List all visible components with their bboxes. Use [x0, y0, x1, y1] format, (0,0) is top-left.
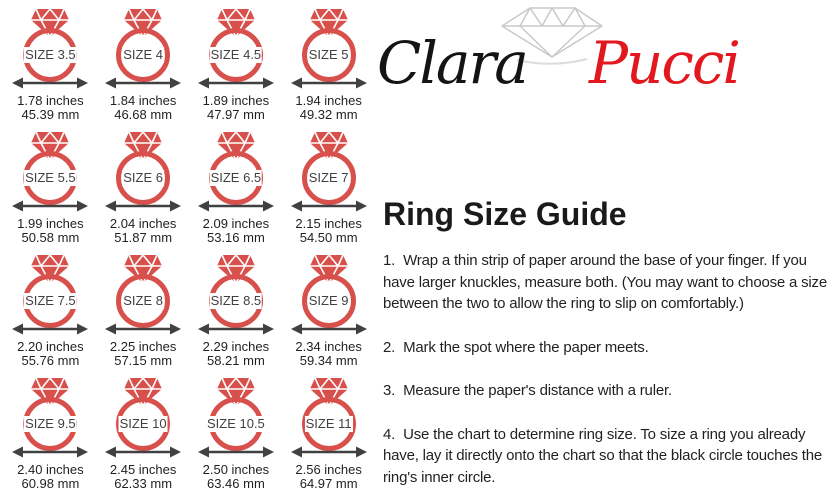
ring-size-label: SIZE 8.5 [210, 293, 262, 308]
ring-illustration [289, 374, 369, 462]
ring-measurements [110, 463, 177, 491]
ring-diameter-inches: 2.25 inches [109, 339, 177, 354]
step-2-text: Mark the spot where the paper meets. [403, 338, 649, 356]
ring-size-label: SIZE 9.5 [25, 416, 76, 431]
ring-size-label: SIZE 11 [305, 416, 352, 431]
step-4-text: Use the chart to determine ring size. To size a ring you already have, lay it directly onto the chart so that the black circle touches the ring's inner circle. [383, 425, 822, 486]
ring-measurements [295, 463, 362, 491]
ring-illustration [103, 128, 183, 216]
ring-size-label: SIZE 5.5 [25, 170, 76, 185]
ring-illustration [103, 5, 183, 93]
step-4 [383, 424, 839, 489]
step-3-text: Measure the paper's distance with a ruler. [403, 382, 672, 399]
ring-diameter-mm: 58.21 mm [206, 353, 265, 368]
ring-illustration [196, 5, 276, 93]
ring-measurements [110, 217, 177, 245]
step-1 [383, 250, 839, 315]
ring-size-label: SIZE 7.5 [25, 293, 76, 308]
ring-diameter-mm: 59.34 mm [299, 353, 358, 368]
brand-name-pucci: Pucci [589, 29, 739, 97]
ring-diameter-inches: 2.09 inches [202, 216, 270, 231]
ring-diameter-inches: 2.50 inches [202, 462, 270, 477]
ring-diameter-mm: 63.46 mm [206, 476, 265, 491]
ring-illustration [196, 128, 276, 216]
ring-size-label: SIZE 4.5 [210, 47, 262, 62]
ring-size-label: SIZE 6 [123, 170, 163, 185]
ring-size-chart [0, 0, 375, 501]
ring-illustration [196, 374, 276, 462]
ring-size-label: SIZE 3.5 [25, 47, 76, 62]
ring-illustration [196, 251, 276, 339]
ring-size-cell [4, 128, 97, 251]
ring-size-label: SIZE 7 [308, 170, 349, 185]
ring-measurements [203, 463, 270, 491]
ring-diameter-mm: 64.97 mm [299, 476, 358, 491]
ring-illustration [289, 251, 369, 339]
ring-size-cell [97, 128, 190, 251]
ring-illustration [103, 374, 183, 462]
ring-size-cell [4, 374, 97, 497]
ring-size-cell [282, 128, 375, 251]
ring-measurements [203, 217, 270, 245]
ring-diameter-mm: 45.39 mm [21, 107, 80, 122]
ring-size-cell [190, 251, 283, 374]
ring-illustration [103, 251, 183, 339]
ring-measurements [110, 340, 177, 368]
ring-size-cell [4, 5, 97, 128]
brand-logo [375, 0, 839, 118]
ring-size-label: SIZE 4 [123, 47, 163, 62]
ring-diameter-mm: 55.76 mm [21, 353, 80, 368]
step-2-number: 2. [383, 338, 396, 356]
ring-diameter-inches: 1.84 inches [109, 93, 177, 108]
ring-illustration [289, 128, 369, 216]
ring-size-cell [97, 5, 190, 128]
ring-illustration [10, 251, 90, 339]
ring-measurements [295, 94, 362, 122]
ring-size-label: SIZE 8 [123, 293, 163, 308]
ring-diameter-inches: 2.56 inches [295, 462, 362, 477]
ring-diameter-inches: 2.15 inches [295, 216, 362, 231]
ring-size-label: SIZE 10 [119, 416, 167, 431]
step-4-number: 4. [383, 425, 396, 443]
ring-diameter-inches: 2.04 inches [109, 216, 177, 231]
ring-diameter-inches: 2.20 inches [17, 339, 84, 354]
ring-diameter-mm: 50.58 mm [21, 230, 80, 245]
ring-size-label: SIZE 5 [308, 47, 349, 62]
ring-measurements [17, 217, 84, 245]
ring-illustration [289, 5, 369, 93]
ring-diameter-mm: 49.32 mm [299, 107, 358, 122]
ring-measurements [295, 217, 362, 245]
ring-diameter-mm: 60.98 mm [21, 476, 80, 491]
ring-diameter-mm: 53.16 mm [206, 230, 265, 245]
step-1-text: Wrap a thin strip of paper around the base of your finger. If you have larger knuckles, measure both. (You may want to choose a size between the two to allow the ring to slip on comfortably.) [383, 252, 827, 312]
ring-diameter-inches: 2.29 inches [202, 339, 270, 354]
step-1-number: 1. [383, 252, 396, 269]
ring-diameter-inches: 2.34 inches [295, 339, 362, 354]
ring-size-cell [97, 251, 190, 374]
ring-measurements [295, 340, 362, 368]
page-title: Ring Size Guide [383, 196, 627, 232]
ring-diameter-mm: 54.50 mm [299, 230, 358, 245]
step-3-number: 3. [383, 382, 396, 399]
ring-illustration [10, 374, 90, 462]
ring-size-cell [190, 128, 283, 251]
ring-diameter-inches: 1.94 inches [295, 93, 362, 108]
ring-size-label: SIZE 9 [308, 293, 349, 308]
ring-diameter-mm: 57.15 mm [114, 353, 173, 368]
ring-measurements [110, 94, 177, 122]
step-2 [383, 337, 839, 359]
ring-measurements [203, 94, 270, 122]
brand-name-clara: Clara [377, 29, 527, 97]
ring-size-cell [190, 374, 283, 497]
ring-diameter-mm: 47.97 mm [206, 107, 265, 122]
ring-measurements [17, 463, 84, 491]
ring-diameter-mm: 46.68 mm [114, 107, 173, 122]
ring-diameter-inches: 1.78 inches [17, 93, 84, 108]
ring-size-label: SIZE 10.5 [206, 416, 265, 431]
ring-measurements [17, 340, 84, 368]
ring-illustration [10, 128, 90, 216]
ring-diameter-inches: 1.99 inches [17, 216, 84, 231]
ring-size-cell [282, 251, 375, 374]
ring-measurements [17, 94, 84, 122]
ring-size-cell [282, 5, 375, 128]
ring-size-cell [190, 5, 283, 128]
ring-size-cell [4, 251, 97, 374]
step-3 [383, 380, 839, 402]
ring-diameter-inches: 1.89 inches [202, 93, 270, 108]
ring-diameter-inches: 2.45 inches [109, 462, 177, 477]
ring-measurements [203, 340, 270, 368]
ring-illustration [10, 5, 90, 93]
ring-size-label: SIZE 6.5 [210, 170, 262, 185]
instruction-steps [383, 250, 839, 501]
ring-diameter-inches: 2.40 inches [17, 462, 84, 477]
ring-size-cell [97, 374, 190, 497]
instructions-panel [375, 0, 839, 501]
ring-diameter-mm: 51.87 mm [114, 230, 173, 245]
ring-diameter-mm: 62.33 mm [114, 476, 173, 491]
ring-size-cell [282, 374, 375, 497]
